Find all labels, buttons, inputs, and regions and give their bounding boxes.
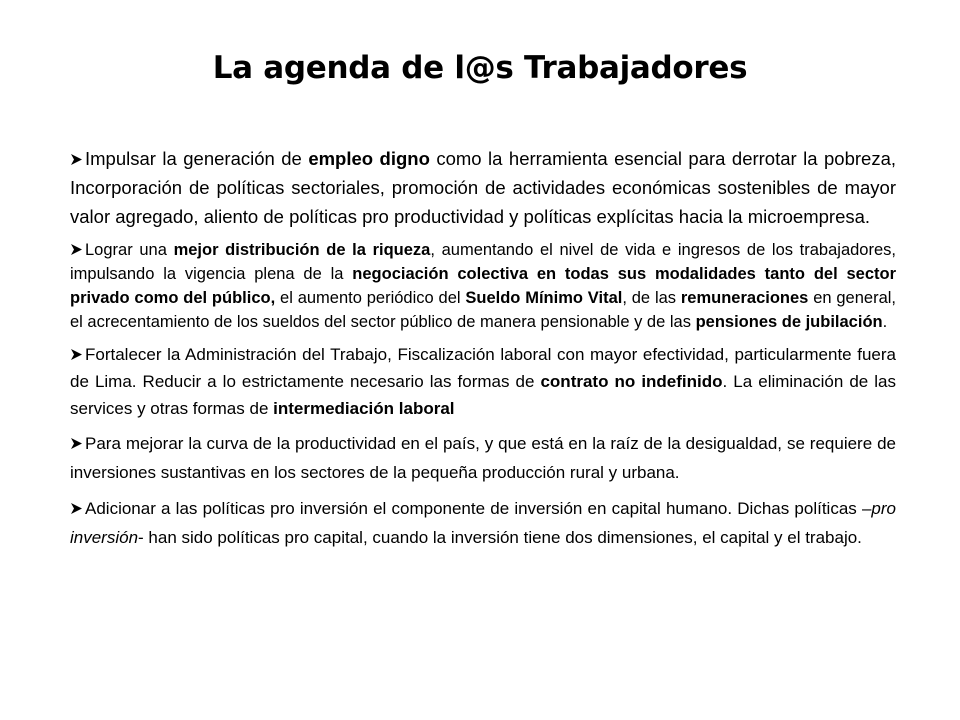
- bullet-text-bold: Sueldo Mínimo Vital: [465, 289, 623, 307]
- bullet-item-employment: [70, 144, 896, 231]
- bullet-text-bold: intermediación laboral: [273, 399, 455, 418]
- bullet-text: Adicionar a las políticas pro inversión el componente de inversión en capital humano. Dichas políticas –: [85, 499, 872, 518]
- bullet-text: Lograr una: [85, 241, 174, 259]
- bullet-text: .: [882, 313, 888, 331]
- bullet-item-human-capital: [70, 494, 896, 552]
- bullet-text-bold: empleo digno: [308, 148, 430, 169]
- bullet-text-italic: pro inversión: [70, 499, 896, 547]
- bullet-item-productivity: [70, 429, 896, 487]
- bullet-text: el aumento periódico del: [275, 289, 466, 307]
- bullet-text: - han sido políticas pro capital, cuando la inversión tiene dos dimensiones, el capital y el trabajo.: [138, 528, 862, 547]
- bullet-text: como la herramienta esencial para derrotar la pobreza, Incorporación de políticas sectoriales, promoción de actividades económicas sostenibles de mayor valor agregado, aliento de políticas pro productividad y políticas explícitas hacia la microempresa.: [70, 148, 897, 227]
- slide-title: La agenda de l@s Trabajadores: [212, 50, 748, 86]
- bullet-text: Para mejorar la curva de la productividad en el país, y que está en la raíz de la desigualdad, se requiere de inversiones sustantivas en los sectores de la pequeña producción rural y urbana.: [70, 434, 896, 482]
- arrow-bullet-icon: [70, 243, 83, 256]
- arrow-bullet-icon: [70, 502, 83, 515]
- bullet-text-bold: mejor distribución de la riqueza: [173, 241, 431, 259]
- bullet-text-bold: pensiones de jubilación: [695, 313, 883, 331]
- bullet-text: en general, el acrecentamiento de los sueldos del sector público de manera pensionable y de las: [70, 289, 897, 331]
- bullet-item-labor-administration: [70, 341, 896, 422]
- bullet-text: . La eliminación de las services y otras formas de: [70, 372, 896, 418]
- arrow-bullet-icon: [70, 348, 83, 361]
- bullet-text: Impulsar la generación de: [85, 148, 309, 169]
- bullet-text: , de las: [622, 289, 681, 307]
- bullet-text-bold: remuneraciones: [680, 289, 809, 307]
- arrow-bullet-icon: [70, 437, 83, 450]
- bullet-text: , aumentando el nivel de vida e ingresos de los trabajadores, impulsando la vigencia plena de la: [70, 241, 896, 283]
- bullet-list: [70, 144, 896, 559]
- bullet-text: Fortalecer la Administración del Trabajo, Fiscalización laboral con mayor efectividad, particularmente fuera de Lima. Reducir a lo estrictamente necesario las formas de: [70, 345, 896, 391]
- arrow-bullet-icon: [70, 153, 83, 166]
- bullet-item-distribution: [70, 238, 896, 334]
- bullet-text-bold: negociación colectiva en todas sus modalidades tanto del sector privado como del público,: [70, 265, 897, 307]
- bullet-text-bold: contrato no indefinido: [540, 372, 723, 391]
